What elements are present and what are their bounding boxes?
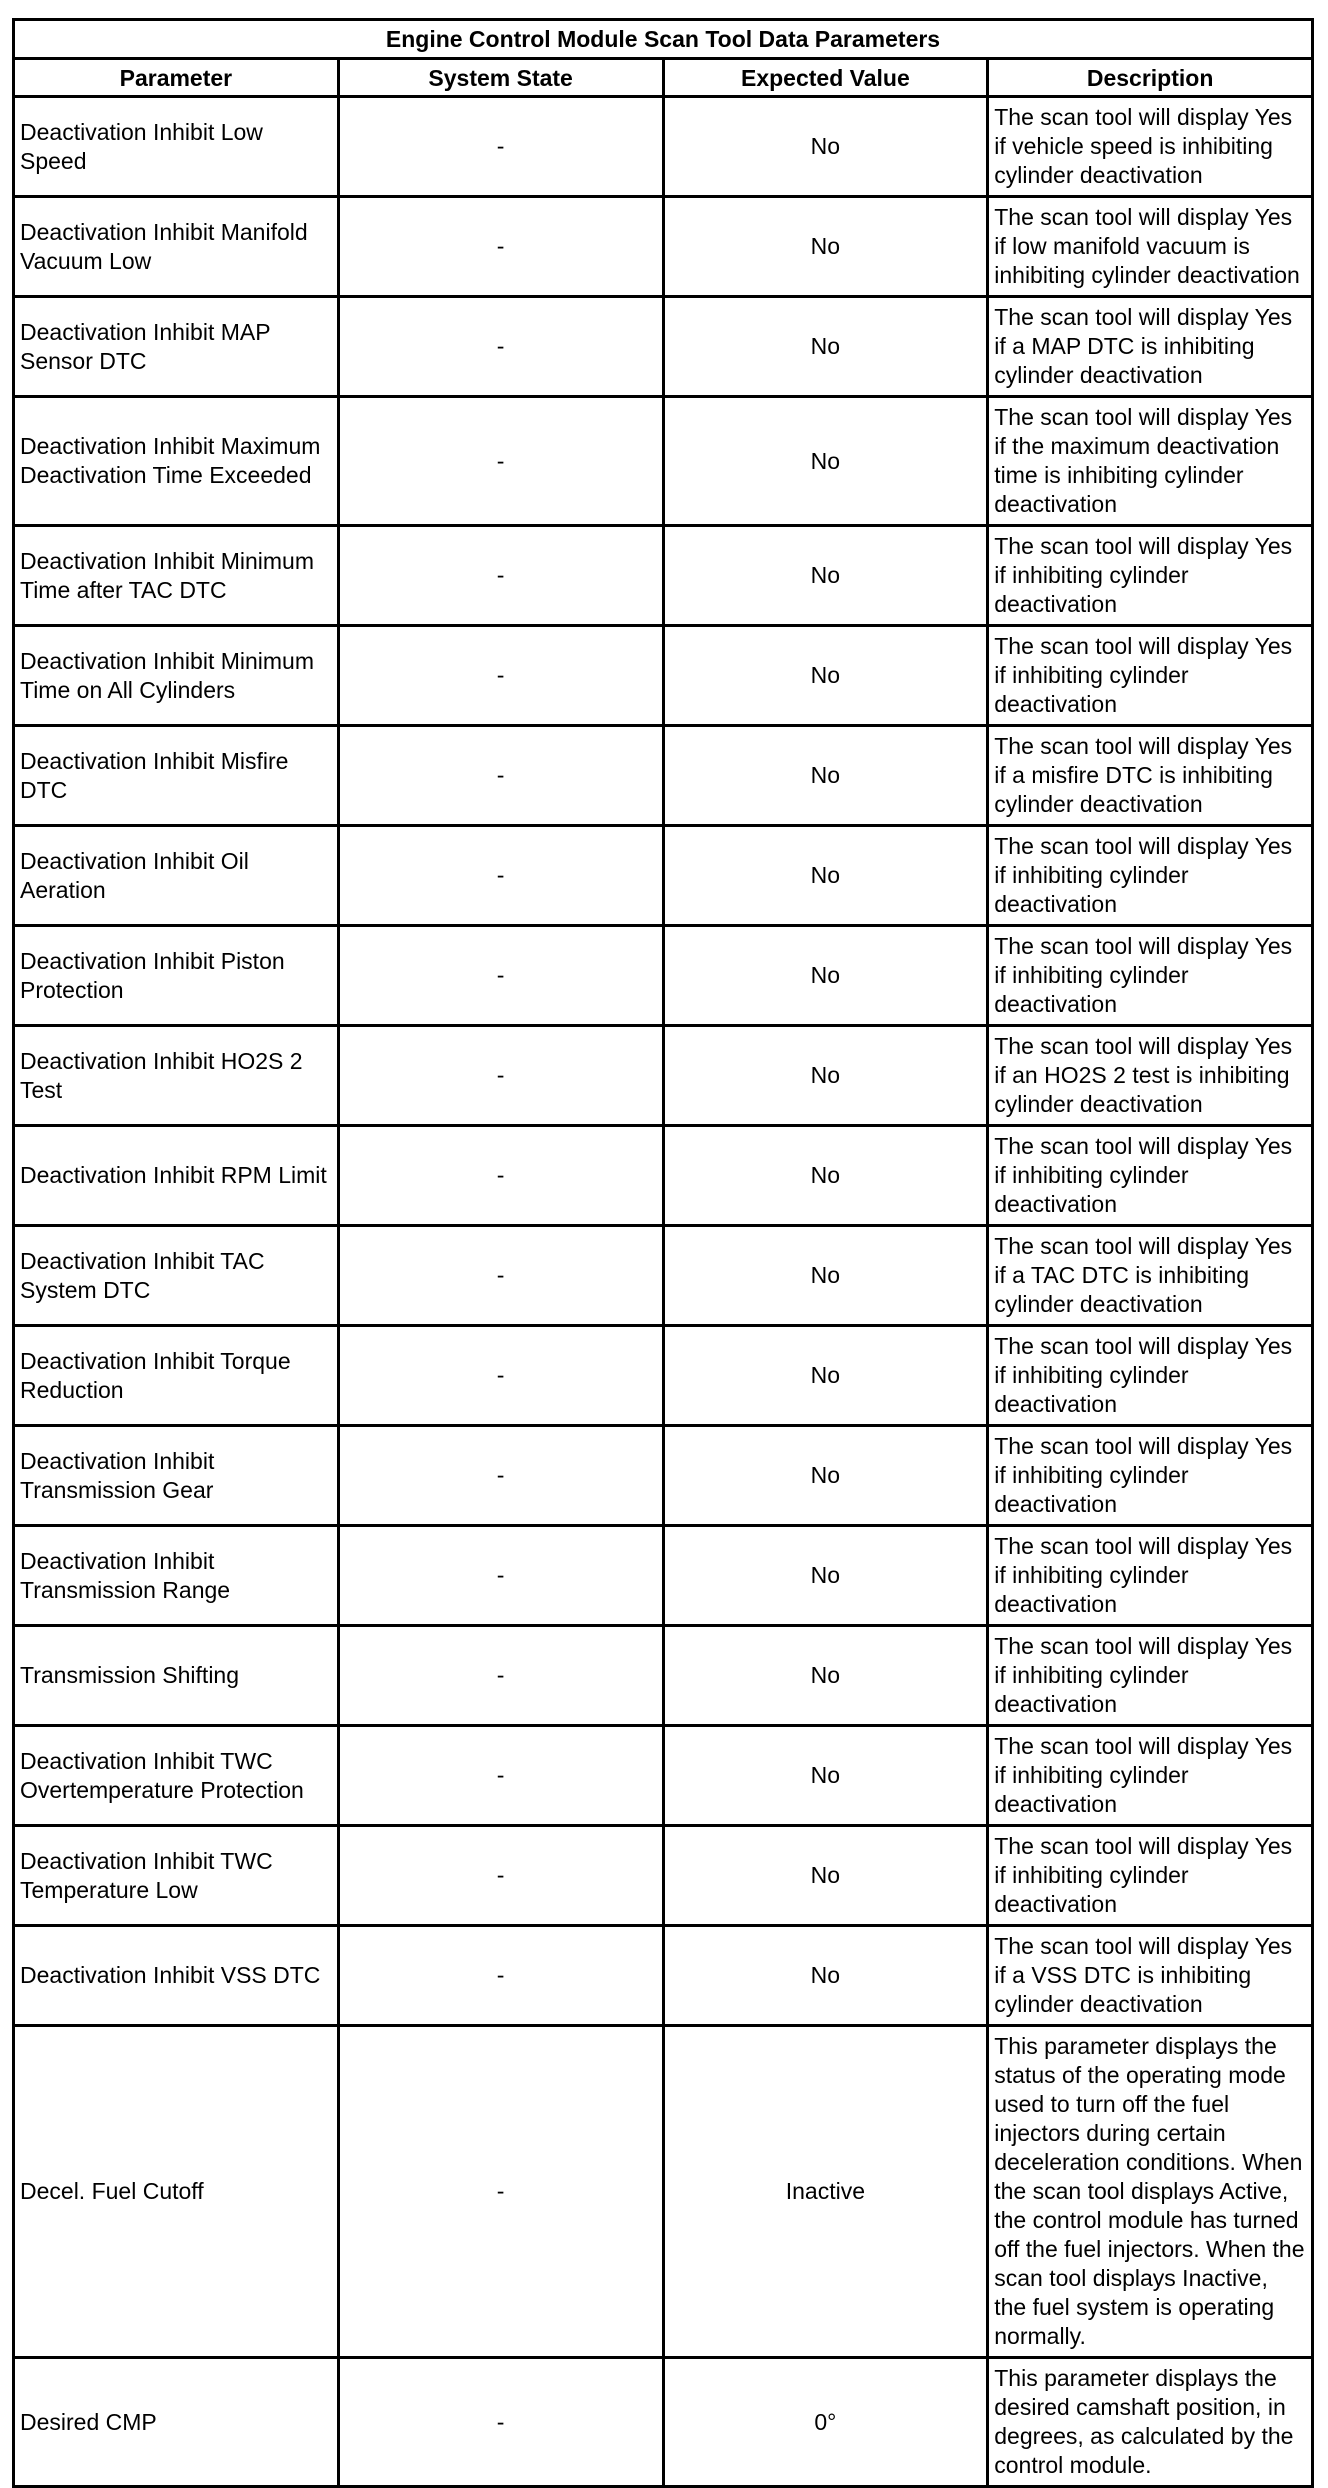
table-row xyxy=(14,2026,1313,2358)
system-state-cell: - xyxy=(338,2026,663,2358)
parameter-cell: Deactivation Inhibit Manifold Vacuum Low xyxy=(14,197,339,297)
parameter-cell: Deactivation Inhibit TWC Overtemperature Protection xyxy=(14,1726,339,1826)
system-state-cell: - xyxy=(338,1126,663,1226)
expected-value-cell: No xyxy=(663,1126,988,1226)
table-row xyxy=(14,1726,1313,1826)
table-row xyxy=(14,1126,1313,1226)
expected-value-cell: No xyxy=(663,1026,988,1126)
parameter-cell: Deactivation Inhibit HO2S 2 Test xyxy=(14,1026,339,1126)
system-state-cell: - xyxy=(338,1726,663,1826)
system-state-cell: - xyxy=(338,397,663,526)
header-system-state: System State xyxy=(338,59,663,97)
system-state-cell: - xyxy=(338,726,663,826)
table-row xyxy=(14,1026,1313,1126)
description-cell: The scan tool will display Yes if inhibiting cylinder deactivation xyxy=(988,626,1313,726)
description-cell: The scan tool will display Yes if inhibiting cylinder deactivation xyxy=(988,1426,1313,1526)
table-row xyxy=(14,1926,1313,2026)
table-row xyxy=(14,197,1313,297)
system-state-cell: - xyxy=(338,97,663,197)
parameter-cell: Deactivation Inhibit Torque Reduction xyxy=(14,1326,339,1426)
table-title: Engine Control Module Scan Tool Data Parameters xyxy=(14,20,1313,59)
expected-value-cell: No xyxy=(663,1626,988,1726)
expected-value-cell: No xyxy=(663,1226,988,1326)
table-row xyxy=(14,1426,1313,1526)
description-cell: The scan tool will display Yes if a TAC DTC is inhibiting cylinder deactivation xyxy=(988,1226,1313,1326)
expected-value-cell: No xyxy=(663,197,988,297)
description-cell: The scan tool will display Yes if vehicle speed is inhibiting cylinder deactivation xyxy=(988,97,1313,197)
table-row xyxy=(14,1326,1313,1426)
description-cell: The scan tool will display Yes if inhibiting cylinder deactivation xyxy=(988,826,1313,926)
parameter-cell: Deactivation Inhibit Minimum Time after TAC DTC xyxy=(14,526,339,626)
description-cell: The scan tool will display Yes if inhibiting cylinder deactivation xyxy=(988,1326,1313,1426)
table-row xyxy=(14,826,1313,926)
table-row xyxy=(14,526,1313,626)
expected-value-cell: No xyxy=(663,926,988,1026)
description-cell: The scan tool will display Yes if low manifold vacuum is inhibiting cylinder deactivation xyxy=(988,197,1313,297)
description-cell: The scan tool will display Yes if inhibiting cylinder deactivation xyxy=(988,926,1313,1026)
parameter-cell: Desired CMP xyxy=(14,2358,339,2487)
system-state-cell: - xyxy=(338,1226,663,1326)
table-row xyxy=(14,2358,1313,2487)
table-row xyxy=(14,926,1313,1026)
description-cell: The scan tool will display Yes if a MAP DTC is inhibiting cylinder deactivation xyxy=(988,297,1313,397)
header-row xyxy=(14,59,1313,97)
expected-value-cell: No xyxy=(663,1726,988,1826)
header-expected-value: Expected Value xyxy=(663,59,988,97)
parameter-cell: Deactivation Inhibit TWC Temperature Low xyxy=(14,1826,339,1926)
table-row xyxy=(14,1526,1313,1626)
expected-value-cell: No xyxy=(663,1526,988,1626)
table-row xyxy=(14,397,1313,526)
description-cell: The scan tool will display Yes if inhibiting cylinder deactivation xyxy=(988,1726,1313,1826)
description-cell: The scan tool will display Yes if a VSS DTC is inhibiting cylinder deactivation xyxy=(988,1926,1313,2026)
system-state-cell: - xyxy=(338,526,663,626)
parameter-cell: Transmission Shifting xyxy=(14,1626,339,1726)
system-state-cell: - xyxy=(338,1426,663,1526)
expected-value-cell: No xyxy=(663,1826,988,1926)
expected-value-cell: No xyxy=(663,626,988,726)
parameter-cell: Deactivation Inhibit MAP Sensor DTC xyxy=(14,297,339,397)
expected-value-cell: No xyxy=(663,397,988,526)
table-row xyxy=(14,297,1313,397)
system-state-cell: - xyxy=(338,926,663,1026)
header-parameter: Parameter xyxy=(14,59,339,97)
table-row xyxy=(14,97,1313,197)
parameter-cell: Deactivation Inhibit Low Speed xyxy=(14,97,339,197)
expected-value-cell: No xyxy=(663,97,988,197)
parameter-cell: Deactivation Inhibit TAC System DTC xyxy=(14,1226,339,1326)
expected-value-cell: No xyxy=(663,1326,988,1426)
system-state-cell: - xyxy=(338,1026,663,1126)
expected-value-cell: No xyxy=(663,1926,988,2026)
description-cell: The scan tool will display Yes if inhibiting cylinder deactivation xyxy=(988,1826,1313,1926)
expected-value-cell: No xyxy=(663,1426,988,1526)
parameter-cell: Deactivation Inhibit VSS DTC xyxy=(14,1926,339,2026)
description-cell: The scan tool will display Yes if the maximum deactivation time is inhibiting cylinder deactivation xyxy=(988,397,1313,526)
description-cell: This parameter displays the desired camshaft position, in degrees, as calculated by the control module. xyxy=(988,2358,1313,2487)
system-state-cell: - xyxy=(338,2358,663,2487)
expected-value-cell: No xyxy=(663,826,988,926)
system-state-cell: - xyxy=(338,1626,663,1726)
scan-tool-data-table xyxy=(12,18,1314,2488)
parameter-cell: Deactivation Inhibit Transmission Gear xyxy=(14,1426,339,1526)
table-row xyxy=(14,1226,1313,1326)
system-state-cell: - xyxy=(338,626,663,726)
description-cell: The scan tool will display Yes if inhibiting cylinder deactivation xyxy=(988,1526,1313,1626)
expected-value-cell: No xyxy=(663,297,988,397)
parameter-cell: Deactivation Inhibit Oil Aeration xyxy=(14,826,339,926)
expected-value-cell: No xyxy=(663,726,988,826)
system-state-cell: - xyxy=(338,826,663,926)
parameter-cell: Deactivation Inhibit Piston Protection xyxy=(14,926,339,1026)
header-description: Description xyxy=(988,59,1313,97)
table-row xyxy=(14,1626,1313,1726)
description-cell: The scan tool will display Yes if inhibiting cylinder deactivation xyxy=(988,1626,1313,1726)
parameter-cell: Deactivation Inhibit Misfire DTC xyxy=(14,726,339,826)
system-state-cell: - xyxy=(338,197,663,297)
description-cell: This parameter displays the status of the operating mode used to turn off the fuel injectors during certain deceleration conditions. When the scan tool displays Active, the control module has turned off the fuel injectors. When the scan tool displays Inactive, the fuel system is operating normally. xyxy=(988,2026,1313,2358)
description-cell: The scan tool will display Yes if inhibiting cylinder deactivation xyxy=(988,526,1313,626)
expected-value-cell: Inactive xyxy=(663,2026,988,2358)
system-state-cell: - xyxy=(338,1326,663,1426)
system-state-cell: - xyxy=(338,297,663,397)
description-cell: The scan tool will display Yes if inhibiting cylinder deactivation xyxy=(988,1126,1313,1226)
description-cell: The scan tool will display Yes if a misfire DTC is inhibiting cylinder deactivation xyxy=(988,726,1313,826)
parameter-cell: Deactivation Inhibit Minimum Time on All Cylinders xyxy=(14,626,339,726)
table-row xyxy=(14,726,1313,826)
parameter-cell: Deactivation Inhibit RPM Limit xyxy=(14,1126,339,1226)
description-cell: The scan tool will display Yes if an HO2S 2 test is inhibiting cylinder deactivation xyxy=(988,1026,1313,1126)
expected-value-cell: 0° xyxy=(663,2358,988,2487)
table-row xyxy=(14,1826,1313,1926)
table-row xyxy=(14,626,1313,726)
parameter-cell: Deactivation Inhibit Maximum Deactivation Time Exceeded xyxy=(14,397,339,526)
system-state-cell: - xyxy=(338,1526,663,1626)
expected-value-cell: No xyxy=(663,526,988,626)
parameter-cell: Deactivation Inhibit Transmission Range xyxy=(14,1526,339,1626)
parameter-cell: Decel. Fuel Cutoff xyxy=(14,2026,339,2358)
system-state-cell: - xyxy=(338,1926,663,2026)
system-state-cell: - xyxy=(338,1826,663,1926)
